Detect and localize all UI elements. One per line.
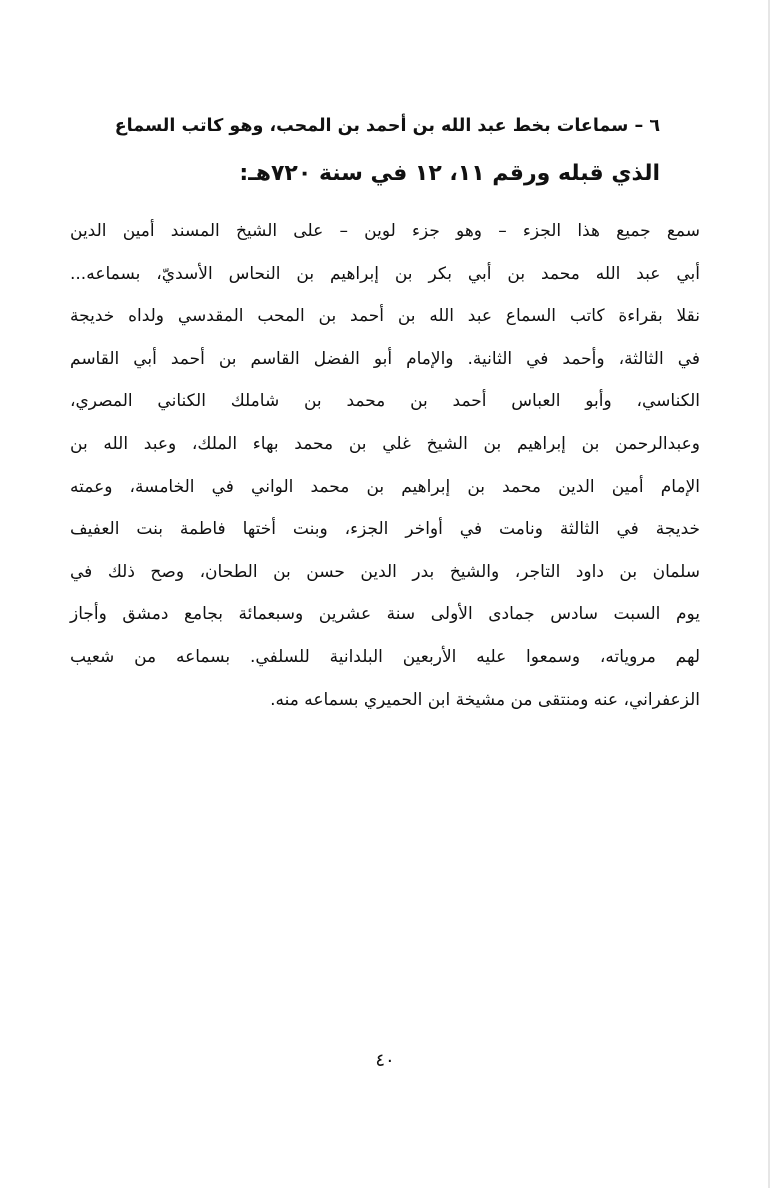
body-line-last: الزعفراني، عنه ومنتقى من مشيخة ابن الحميري بسماعه منه. [270,689,700,710]
body-line: في الثالثة، وأحمد في الثانية. والإمام أبو الفضل القاسم بن أحمد أبي القاسم [70,348,700,369]
body-line: الإمام أمين الدين محمد بن إبراهيم بن محمد الواني في الخامسة، وعمته [70,476,700,497]
body-line: وعبدالرحمن بن إبراهيم بن الشيخ غلي بن محمد بهاء الملك، وعبد الله بن [70,433,700,454]
section-heading-line-1: ٦ – سماعات بخط عبد الله بن أحمد بن المحب، وهو كاتب السماع [114,116,660,136]
body-line: أبي عبد الله محمد بن أبي بكر بن إبراهيم بن النحاس الأسديّ، بسماعه... [70,263,700,284]
body-line: سمع جميع هذا الجزء – وهو جزء لوين – على الشيخ المسند أمين الدين [70,221,700,241]
page-number: ٤٠ [375,1050,395,1071]
section-heading [100,102,660,198]
body-paragraph [70,210,700,721]
body-line: نقلا بقراءة كاتب السماع عبد الله بن أحمد بن المحب المقدسي ولداه خديجة [70,306,700,327]
section-heading-line-2: الذي قبله ورقم ١١، ١٢ في سنة ٧٢٠هـ: [239,161,660,186]
body-line: سلمان بن داود التاجر، والشيخ بدر الدين حسن بن الطحان، وصح ذلك في [70,561,700,582]
body-line: الكناسي، وأبو العباس أحمد بن محمد بن شاملك الكناني المصري، [70,391,700,412]
body-line: يوم السبت سادس جمادى الأولى سنة عشرين وسبعمائة بجامع دمشق وأجاز [70,604,700,625]
body-line: خديجة في الثالثة ونامت في أواخر الجزء، وبنت أختها فاطمة بنت العفيف [70,519,700,540]
body-line: لهم مروياته، وسمعوا عليه الأربعين البلدانية للسلفي. بسماعه من شعيب [70,646,700,667]
